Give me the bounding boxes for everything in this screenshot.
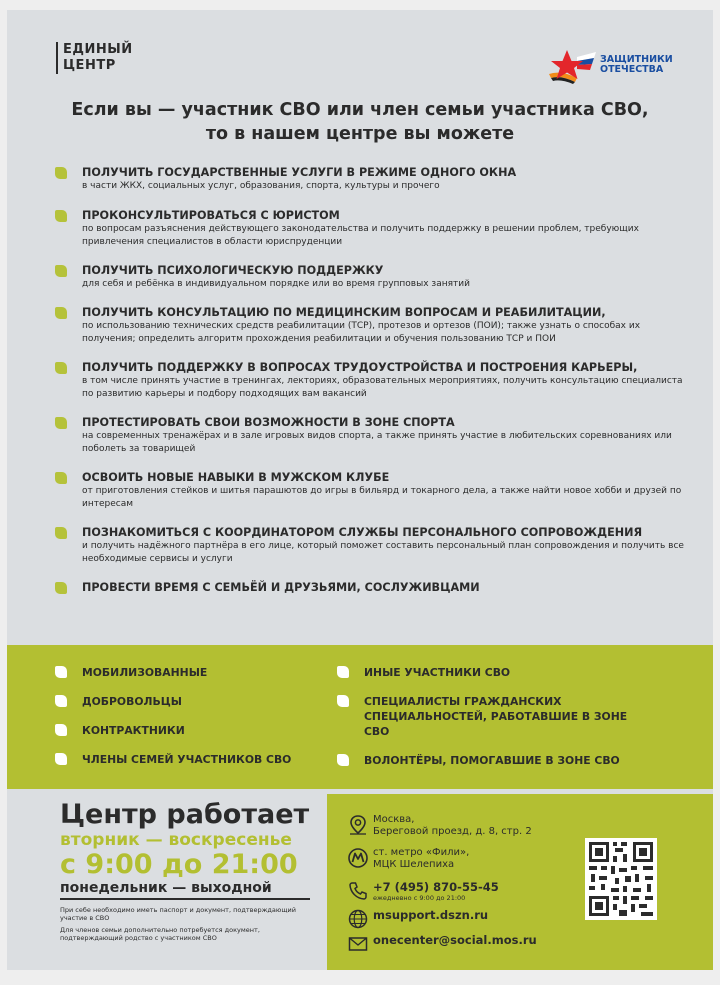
brand-line1: ЕДИНЫЙ	[63, 42, 133, 57]
bullet-icon	[55, 210, 67, 222]
bullet-icon	[55, 695, 67, 707]
brand-logo	[56, 42, 133, 74]
partner-logo	[547, 48, 682, 84]
audience-label: ВОЛОНТЁРЫ, ПОМОГАВШИЕ В ЗОНЕ СВО	[364, 754, 620, 767]
star-ribbon-icon	[547, 48, 599, 84]
metro-line1: ст. метро «Фили»,	[373, 847, 470, 858]
service-title: ПРОТЕСТИРОВАТЬ СВОИ ВОЗМОЖНОСТИ В ЗОНЕ СПОРТА	[82, 416, 455, 429]
audience-item	[337, 753, 637, 768]
audience-band	[7, 645, 713, 789]
service-title: ПРОВЕСТИ ВРЕМЯ С СЕМЬЁЙ И ДРУЗЬЯМИ, СОСЛУЖИВЦАМИ	[82, 581, 480, 594]
service-desc: на современных тренажёрах и в зале игровых видов спорта, а также принять участие в любительских соревнованиях или поболеть за товарищей	[82, 431, 672, 454]
documents-note: При себе необходимо иметь паспорт и документ, подтверждающий участие в СВО	[60, 906, 296, 922]
service-title: ПРОКОНСУЛЬТИРОВАТЬСЯ С ЮРИСТОМ	[82, 209, 340, 222]
address-row	[373, 814, 532, 838]
partner-line1: ЗАЩИТНИКИ	[600, 54, 673, 65]
partner-name	[600, 55, 673, 75]
hours-time: с 9:00 до 21:00	[60, 849, 298, 880]
audience-item	[55, 665, 325, 680]
bullet-icon	[55, 362, 67, 374]
audience-item	[55, 694, 325, 709]
bullet-icon	[55, 167, 67, 179]
service-desc: в части ЖКХ, социальных услуг, образования, спорта, культуры и прочего	[82, 181, 440, 191]
service-title: ПОЗНАКОМИТЬСЯ С КООРДИНАТОРОМ СЛУЖБЫ ПЕРСОНАЛЬНОГО СОПРОВОЖДЕНИЯ	[82, 526, 643, 539]
metro-icon	[347, 847, 369, 869]
audience-label: ИНЫЕ УЧАСТНИКИ СВО	[364, 666, 511, 679]
phone-row	[373, 880, 499, 902]
hours-block	[60, 800, 320, 942]
address-line2: Береговой проезд, д. 8, стр. 2	[373, 826, 532, 837]
poster	[7, 10, 713, 970]
email-link[interactable]: onecenter@social.mos.ru	[373, 933, 537, 947]
service-item	[55, 209, 685, 249]
mail-icon	[347, 933, 369, 955]
audience-label: МОБИЛИЗОВАННЫЕ	[82, 666, 208, 679]
service-title: ПОЛУЧИТЬ ПСИХОЛОГИЧЕСКУЮ ПОДДЕРЖКУ	[82, 264, 384, 277]
service-desc: в том числе принять участие в тренингах, лекториях, образовательных мероприятиях, получить консультацию специалиста по развитию карьеры и подбору подходящих вам вакансий	[82, 376, 683, 399]
hours-title: Центр работает	[60, 799, 310, 830]
address-line1: Москва,	[373, 814, 415, 825]
email-row	[373, 933, 537, 947]
qr-code-image	[585, 838, 657, 920]
bullet-icon	[337, 666, 349, 678]
contacts-block	[327, 794, 713, 970]
headline-line1: Если вы — участник СВО или член семьи участника СВО,	[71, 100, 649, 120]
location-pin-icon	[347, 814, 369, 836]
service-item	[55, 581, 685, 595]
globe-icon	[347, 908, 369, 930]
audience-item	[55, 723, 325, 738]
audience-item	[337, 665, 637, 680]
service-desc: и получить надёжного партнёра в его лице, который поможет составить персональный план сопровождения и получить все необходимые сервисы и услуги	[82, 541, 684, 564]
phone-number[interactable]: +7 (495) 870-55-45	[373, 880, 499, 894]
service-item	[55, 264, 685, 291]
hours-days: вторник — воскресенье	[60, 830, 292, 850]
partner-line2: ОТЕЧЕСТВА	[600, 64, 664, 75]
service-desc: от приготовления стейков и шитья парашютов до игры в бильярд и токарного дела, а также найти новое хобби и друзей по интересам	[82, 486, 682, 509]
services-list	[55, 166, 685, 595]
bullet-icon	[55, 417, 67, 429]
bullet-icon	[55, 527, 67, 539]
phone-hours: ежедневно с 9:00 до 21:00	[373, 894, 466, 902]
audience-right-column	[337, 665, 637, 768]
metro-line2: МЦК Шелепиха	[373, 859, 455, 870]
bullet-icon	[55, 472, 67, 484]
service-item	[55, 526, 685, 566]
audience-item	[55, 752, 325, 767]
website-link[interactable]: msupport.dszn.ru	[373, 908, 489, 922]
hours-day-off: понедельник — выходной	[60, 879, 310, 900]
service-item	[55, 166, 685, 193]
service-desc: для себя и ребёнка в индивидуальном порядке или во время групповых занятий	[82, 279, 470, 289]
brand-line2: ЦЕНТР	[63, 58, 116, 73]
service-item	[55, 361, 685, 401]
audience-item	[337, 694, 654, 739]
bullet-icon	[55, 265, 67, 277]
service-title: ПОЛУЧИТЬ ПОДДЕРЖКУ В ВОПРОСАХ ТРУДОУСТРОЙСТВА И ПОСТРОЕНИЯ КАРЬЕРЫ,	[82, 361, 638, 374]
service-item	[55, 471, 685, 511]
headline	[7, 98, 713, 146]
service-desc: по вопросам разъяснения действующего законодательства и получить поддержку в решении проблем, требующих привлечения специалистов в области юриспруденции	[82, 224, 639, 247]
family-documents-note: Для членов семьи дополнительно потребуется документ, подтверждающий родство с участником СВО	[60, 926, 260, 942]
bullet-icon	[55, 307, 67, 319]
qr-code[interactable]	[585, 838, 657, 920]
bullet-icon	[55, 666, 67, 678]
audience-left-column	[55, 665, 325, 767]
service-item	[55, 306, 685, 346]
headline-line2: то в нашем центре вы можете	[205, 124, 515, 144]
audience-label: СПЕЦИАЛИСТЫ ГРАЖДАНСКИХ СПЕЦИАЛЬНОСТЕЙ, РАБОТАВШИЕ В ЗОНЕ СВО	[364, 695, 628, 738]
service-title: ПОЛУЧИТЬ ГОСУДАРСТВЕННЫЕ УСЛУГИ В РЕЖИМЕ ОДНОГО ОКНА	[82, 166, 517, 179]
bullet-icon	[55, 724, 67, 736]
audience-label: КОНТРАКТНИКИ	[82, 724, 185, 737]
bullet-icon	[55, 753, 67, 765]
audience-label: ЧЛЕНЫ СЕМЕЙ УЧАСТНИКОВ СВО	[82, 753, 292, 766]
service-title: ПОЛУЧИТЬ КОНСУЛЬТАЦИЮ ПО МЕДИЦИНСКИМ ВОПРОСАМ И РЕАБИЛИТАЦИИ,	[82, 306, 606, 319]
service-desc: по использованию технических средств реабилитации (ТСР), протезов и ортезов (ПОИ); также узнать о способах их получения; определить алгоритм прохождения реабилитации и обучения пользованию ТСР и ПОИ	[82, 321, 641, 344]
audience-label: ДОБРОВОЛЬЦЫ	[82, 695, 182, 708]
bullet-icon	[55, 582, 67, 594]
metro-row	[373, 847, 469, 871]
bullet-icon	[337, 695, 349, 707]
phone-icon	[347, 880, 369, 902]
website-row	[373, 908, 488, 922]
bullet-icon	[337, 754, 349, 766]
service-title: ОСВОИТЬ НОВЫЕ НАВЫКИ В МУЖСКОМ КЛУБЕ	[82, 471, 390, 484]
service-item	[55, 416, 685, 456]
